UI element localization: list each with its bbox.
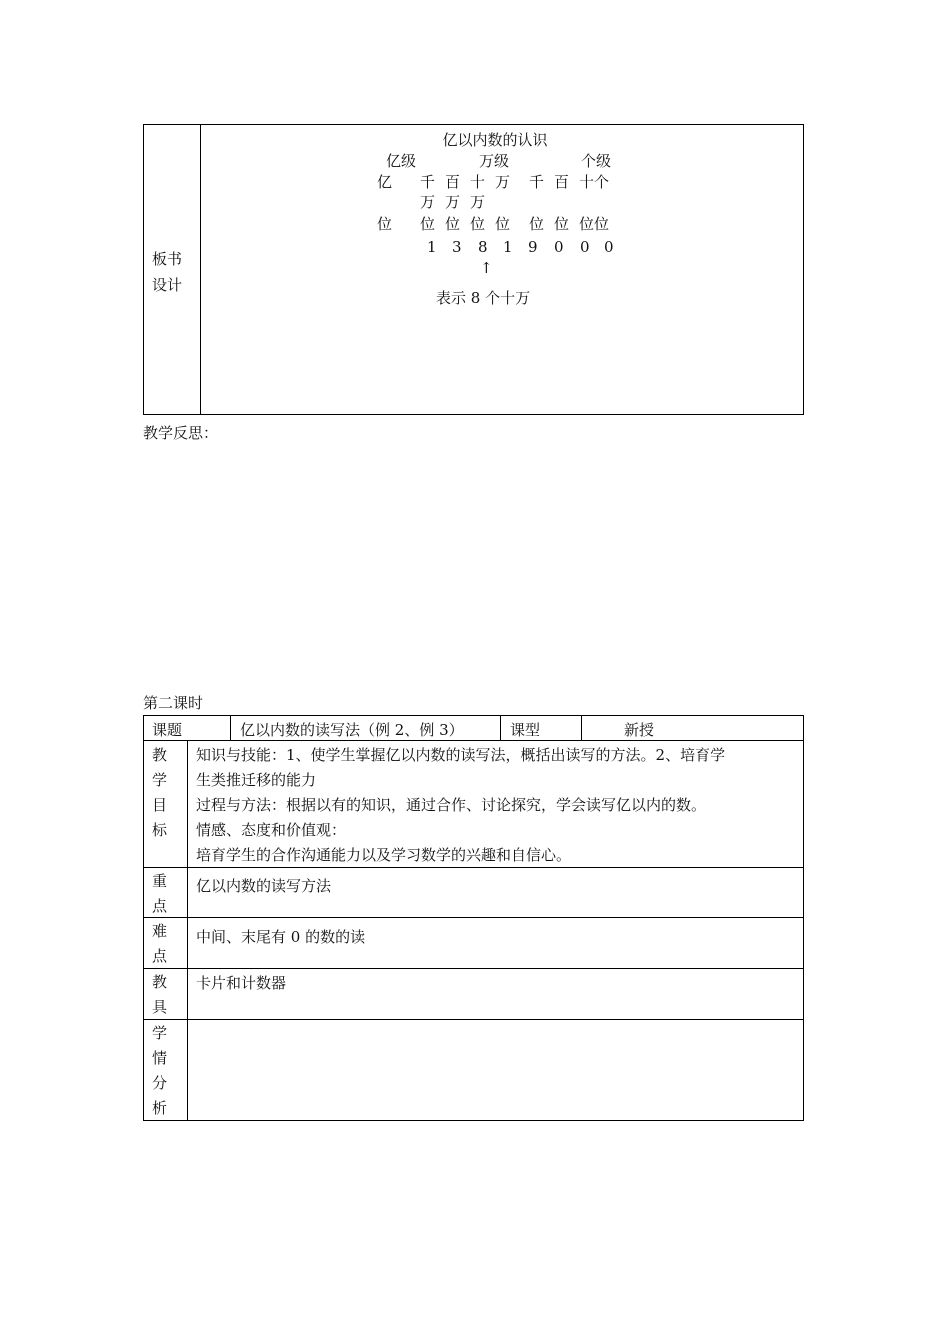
place-row1-item: 千 [420, 173, 436, 191]
analysis-label [152, 1021, 167, 1121]
place-row2-item: 万 [445, 193, 461, 211]
analysis-label-char: 情 [152, 1049, 168, 1067]
place-row3-item: 位 [445, 215, 461, 233]
digit: 0 [554, 238, 564, 256]
type-label: 课型 [510, 721, 541, 739]
difficulty-label-char: 难 [152, 922, 168, 940]
table-border-left [143, 715, 144, 1121]
board-column-divider [200, 124, 201, 415]
difficulty-label [152, 919, 167, 969]
place-row3-item: 位 [377, 215, 393, 233]
goals-line: 生类推迁移的能力 [196, 771, 317, 789]
level-ge: 个级 [581, 152, 612, 170]
goals-label-char: 学 [152, 771, 168, 789]
row-divider [143, 1019, 804, 1020]
board-label-line2: 设计 [152, 276, 183, 294]
place-row3-item: 位 [470, 215, 486, 233]
tools-label-char: 具 [152, 998, 168, 1016]
board-label-line1: 板书 [152, 250, 183, 268]
difficulty-label-char: 点 [152, 947, 168, 965]
type-value: 新授 [624, 721, 655, 739]
level-yi: 亿级 [386, 152, 417, 170]
key-label-char: 重 [152, 872, 168, 890]
goals-line: 知识与技能：1、使学生掌握亿以内数的读写法，概括出读写的方法。2、培育学 [196, 746, 726, 764]
analysis-label-char: 学 [152, 1024, 168, 1042]
place-row1-item: 十个 [579, 173, 610, 191]
col-divider [230, 715, 231, 741]
table-border-right [803, 715, 804, 1121]
board-note: 表示 8 个十万 [436, 289, 531, 307]
goals-label-char: 教 [152, 746, 168, 764]
topic-label: 课题 [152, 721, 183, 739]
topic-value: 亿以内数的读写法（例 2、例 3） [240, 721, 464, 739]
goals-label [152, 743, 167, 843]
place-row3-item: 位 [554, 215, 570, 233]
analysis-label-char: 分 [152, 1074, 168, 1092]
row-divider [143, 740, 804, 741]
digit: 1 [427, 238, 437, 256]
place-row3-item: 位位 [579, 215, 610, 233]
lesson2-heading: 第二课时 [143, 694, 204, 712]
analysis-label-char: 析 [152, 1099, 168, 1117]
tools-value: 卡片和计数器 [196, 974, 287, 992]
reflection-label: 教学反思： [143, 424, 219, 442]
place-row1-item: 千 [529, 173, 545, 191]
table-border-bottom [143, 1120, 804, 1121]
digit: 8 [478, 238, 488, 256]
col-divider [500, 715, 501, 741]
place-row3-item: 位 [420, 215, 436, 233]
place-row3-item: 位 [529, 215, 545, 233]
goals-label-char: 目 [152, 796, 168, 814]
goals-line: 培育学生的合作沟通能力以及学习数学的兴趣和自信心。 [196, 846, 572, 864]
place-row1-item: 万 [495, 173, 511, 191]
board-label [152, 246, 182, 298]
place-row3-item: 位 [495, 215, 511, 233]
goals-line: 情感、态度和价值观： [196, 821, 347, 839]
table-border-top [143, 715, 804, 716]
arrow-up-icon: ↑ [480, 259, 493, 277]
key-label [152, 869, 167, 919]
digit: 0 [604, 238, 614, 256]
row-divider [143, 968, 804, 969]
level-wan: 万级 [479, 152, 510, 170]
place-row1-item: 亿 [377, 173, 393, 191]
row-divider [143, 867, 804, 868]
row-divider [143, 917, 804, 918]
digit: 0 [580, 238, 590, 256]
board-design-table [143, 124, 804, 415]
key-value: 亿以内数的读写方法 [196, 877, 332, 895]
difficulty-value: 中间、末尾有 0 的数的读 [196, 928, 366, 946]
place-row1-item: 十 [470, 173, 486, 191]
tools-label-char: 教 [152, 973, 168, 991]
label-col-divider [187, 740, 188, 1120]
goals-line: 过程与方法：根据以有的知识，通过合作、讨论探究，学会读写亿以内的数。 [196, 796, 707, 814]
digit: 3 [452, 238, 462, 256]
place-row1-item: 百 [445, 173, 461, 191]
place-row2-item: 万 [470, 193, 486, 211]
tools-label [152, 970, 167, 1020]
key-label-char: 点 [152, 897, 168, 915]
board-title: 亿以内数的认识 [442, 131, 548, 149]
digit: 1 [503, 238, 513, 256]
goals-label-char: 标 [152, 821, 168, 839]
place-row2-item: 万 [420, 193, 436, 211]
place-row1-item: 百 [554, 173, 570, 191]
col-divider [581, 715, 582, 741]
digit: 9 [528, 238, 538, 256]
